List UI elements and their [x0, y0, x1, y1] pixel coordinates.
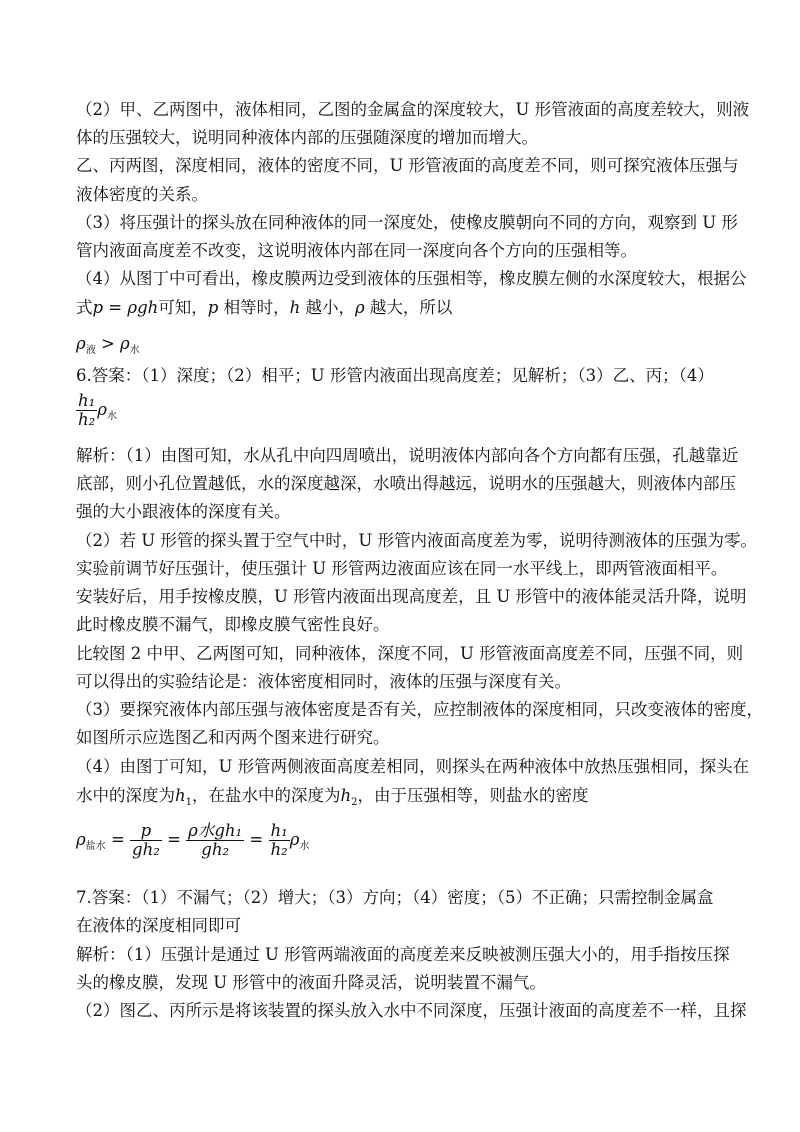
fraction: $\frac{p}{\text{gh₂}}$: [132, 821, 160, 859]
answer-heading-7: 7.答案：（1）不漏气；（2）增大；（3）方向；（4）密度；（5）不正确；只需控制金属盒: [76, 888, 714, 907]
text-line: 底部，则小孔位置越低，水的深度越深，水喷出得越远，说明水的压强越大，则液体内部压: [76, 474, 736, 493]
text-line: 安装好后，用手按橡皮膜，U 形管内液面出现高度差，且 U 形管中的液体能灵活升降，说明: [76, 587, 747, 606]
text-line: 解析：（1）压强计是通过 U 形管两端液面的高度差来反映被测压强大小的，用手指按压探: [76, 945, 730, 964]
text-line: 强的大小跟液体的深度有关。: [76, 502, 291, 521]
text-line: 此时橡皮膜不漏气，即橡皮膜气密性良好。: [76, 615, 390, 634]
answer-fraction: $\frac{\text{h₁}}{\text{h₂}}$ $\rho_水$: [78, 391, 117, 429]
text-line: 实验前调节好压强计，使压强计 U 形管两边液面应该在同一水平线上，即两管液面相平。: [76, 559, 728, 578]
text-line: （2）图乙、丙所示是将该装置的探头放入水中不同深度，压强计液面的高度差不一样，且探: [76, 1001, 747, 1020]
text-line: （3）要探究液体内部压强与液体密度是否有关，应控制液体的深度相同，只改变液体的密度，: [76, 700, 763, 719]
formula-line: 式p = ρgh可知，p 相等时，h 越小，ρ 越大，所以: [76, 298, 453, 317]
text-line: 体的压强较大，说明同种液体内部的压强随深度的增加而增大。: [76, 128, 538, 147]
text-line: （4）从图丁中可看出，橡皮膜两边受到液体的压强相等，橡皮膜左侧的水深度较大，根据公: [76, 269, 747, 288]
text-line: （4）由图丁可知，U 形管两侧液面高度差相同，则探头在两种液体中放热压强相同，探头在: [76, 757, 750, 776]
text-line: 乙、丙两图，深度相同，液体的密度不同，U 形管液面的高度差不同，则可探究液体压强与: [76, 156, 739, 175]
text-line: 水中的深度为$h_1$，在盐水中的深度为$h_2$，由于压强相等，则盐水的密度: [76, 786, 589, 808]
fraction: $\frac{\text{h₁}}{\text{h₂}}$: [78, 391, 96, 429]
text-line: 可以得出的实验结论是：液体密度相同时，液体的压强与深度有关。: [76, 672, 571, 691]
text-line: （2）甲、乙两图中，液体相同，乙图的金属盒的深度较大，U 形管液面的高度差较大，则液: [76, 100, 750, 119]
pressure-formula: p = ρgh: [92, 298, 159, 317]
brine-density-equation: $\rho_{盐水}$ = $\frac{p}{\text{gh₂}}$ = $\frac{\text{ρ水gh₁}}{\text{gh₂}}$ = $\frac{\text{h₁}}{\text{h₂}}$ $\rho_水$: [76, 821, 310, 859]
text-line: （2）若 U 形管的探头置于空气中时，U 形管内液面高度差为零，说明待测液体的压强为零。: [76, 531, 758, 550]
text-line: 比较图 2 中甲、乙两图可知，同种液体，深度不同，U 形管液面高度差不同，压强不同，则: [76, 644, 744, 663]
text-line: 头的橡皮膜，发现 U 形管中的液面升降灵活，说明装置不漏气。: [76, 973, 546, 992]
text-line: 液体密度的关系。: [76, 185, 208, 204]
text-line: 在液体的深度相同即可: [76, 916, 241, 935]
answer-heading-6: 6.答案：（1）深度；（2）相平；U 形管内液面出现高度差；见解析；（3）乙、丙；（4）: [76, 366, 714, 385]
density-inequality: $\rho_液 > \rho_水$: [76, 334, 140, 356]
text-line: 如图所示应选图乙和丙两个图来进行研究。: [76, 728, 390, 747]
text-line: 解析：（1）由图可知，水从孔中向四周喷出，说明液体内部向各个方向都有压强，孔越靠近: [76, 446, 739, 465]
fraction: $\frac{\text{ρ水gh₁}}{\text{gh₂}}$: [188, 821, 243, 859]
text-line: 管内液面高度差不改变，这说明液体内部在同一深度向各个方向的压强相等。: [76, 241, 637, 260]
text-line: （3）将压强计的探头放在同种液体的同一深度处，使橡皮膜朝向不同的方向，观察到 U 形: [76, 213, 738, 232]
fraction: $\frac{\text{h₁}}{\text{h₂}}$: [270, 821, 288, 859]
